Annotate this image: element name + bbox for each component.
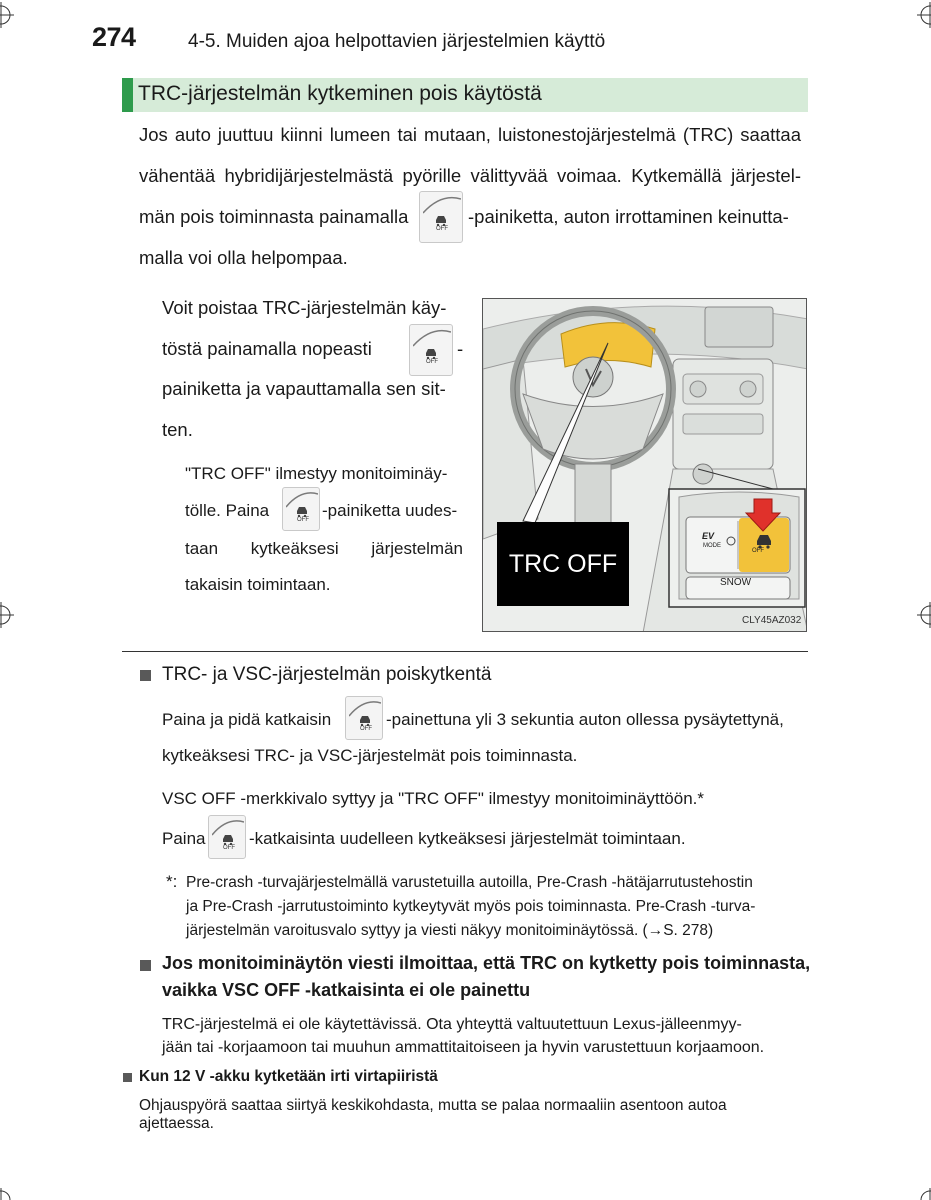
step-line-2-end: - bbox=[457, 338, 464, 359]
ev-mode-label: EV bbox=[702, 531, 715, 541]
subsection-2-heading-line-1: Jos monitoiminäytön viesti ilmoittaa, että TRC on kytketty pois toiminnasta, bbox=[162, 953, 811, 973]
subsection-3-body-line-1: Ohjauspyörä saattaa siirtyä keskikohdasta, mutta se palaa normaaliin asentoon autoa bbox=[139, 1097, 727, 1114]
footnote-line-3: järjestelmän varoitusvalo syttyy ja viesti näkyy monitoiminäytössä. (→S. 278) bbox=[186, 922, 714, 939]
trc-off-button-icon bbox=[419, 191, 463, 243]
subsection-3-body-line-2: ajettaessa. bbox=[139, 1115, 214, 1132]
running-header: 4-5. Muiden ajoa helpottavien järjestelmien käyttö bbox=[188, 31, 606, 52]
off-label: OFF bbox=[360, 726, 372, 732]
step-line-2: töstä painamalla nopeasti bbox=[162, 338, 372, 359]
trc-off-button-icon bbox=[409, 324, 453, 376]
trc-off-button-icon bbox=[208, 815, 246, 859]
page-number: 274 bbox=[92, 22, 136, 52]
off-label: OFF bbox=[436, 226, 448, 232]
subsection-2-heading-line-2: vaikka VSC OFF -katkaisinta ei ole painettu bbox=[162, 980, 531, 1000]
figure-caption: CLY45AZ032 bbox=[742, 615, 802, 626]
section-divider bbox=[122, 651, 808, 652]
trc-off-button-icon bbox=[282, 487, 320, 531]
snow-button-label: SNOW bbox=[720, 577, 752, 588]
footnote-line-1: Pre-crash -turvajärjestelmällä varustetuilla autoilla, Pre-Crash -hätäjarrutustehostin bbox=[186, 874, 753, 891]
crop-mark-left-middle bbox=[0, 600, 20, 630]
intro-line-1: Jos auto juuttuu kiinni lumeen tai mutaan, luistonestojärjestelmä (TRC) saattaa bbox=[139, 124, 801, 145]
footnote-mark: *: bbox=[166, 872, 178, 891]
note-line-3: taan kytkeäksesi järjestelmän bbox=[185, 539, 463, 558]
subsection-1-p1-start: Paina ja pidä katkaisin bbox=[162, 710, 332, 729]
crop-mark-top-right bbox=[911, 0, 931, 30]
inset-off-label: OFF bbox=[752, 548, 764, 554]
off-label: OFF bbox=[297, 517, 309, 523]
step-line-4: ten. bbox=[162, 419, 193, 440]
section-title: TRC-järjestelmän kytkeminen pois käytöstä bbox=[138, 82, 542, 105]
crop-mark-bottom-right bbox=[911, 1178, 931, 1200]
subsection-1-p3-end: -katkaisinta uudelleen kytkeäksesi järjestelmät toimintaan. bbox=[249, 829, 686, 848]
note-line-2-start: tölle. Paina bbox=[185, 501, 270, 520]
intro-line-3-end: -painiketta, auton irrottaminen keinutta- bbox=[468, 206, 789, 227]
bullet-square bbox=[123, 1073, 132, 1082]
step-line-1: Voit poistaa TRC-järjestelmän käy- bbox=[162, 297, 447, 318]
intro-line-4: malla voi olla helpompaa. bbox=[139, 247, 348, 268]
trc-off-button-icon bbox=[345, 696, 383, 740]
subsection-1-p3-start: Paina bbox=[162, 829, 206, 848]
crop-mark-bottom-left bbox=[0, 1178, 20, 1200]
crop-mark-top-left bbox=[0, 0, 20, 30]
bullet-square bbox=[140, 960, 151, 971]
subsection-1-p1-line2: kytkeäksesi TRC- ja VSC-järjestelmät pois toiminnasta. bbox=[162, 746, 578, 765]
subsection-1-p2: VSC OFF -merkkivalo syttyy ja "TRC OFF" ilmestyy monitoiminäyttöön.* bbox=[162, 789, 704, 808]
note-line-1: "TRC OFF" ilmestyy monitoiminäy- bbox=[185, 464, 448, 483]
note-line-4: takaisin toimintaan. bbox=[185, 575, 331, 594]
intro-line-2: vähentää hybridijärjestelmästä pyörille välittyvää voimaa. Kytkemällä järjestel- bbox=[139, 165, 801, 186]
subsection-2-body-line-1: TRC-järjestelmä ei ole käytettävissä. Ota yhteyttä valtuutettuun Lexus-jälleenmyy- bbox=[162, 1016, 742, 1033]
crop-mark-right-middle bbox=[911, 600, 931, 630]
note-line-2-end: -painiketta uudes- bbox=[322, 501, 458, 520]
step-line-3: painiketta ja vapauttamalla sen sit- bbox=[162, 378, 446, 399]
trc-off-display: TRC OFF bbox=[497, 522, 629, 606]
subsection-3-heading: Kun 12 V -akku kytketään irti virtapiiristä bbox=[139, 1068, 438, 1085]
subsection-1-p1-end: -painettuna yli 3 sekuntia auton ollessa pysäytettynä, bbox=[386, 710, 784, 729]
off-label: OFF bbox=[426, 359, 438, 365]
off-label: OFF bbox=[223, 845, 235, 851]
bullet-square bbox=[140, 670, 151, 681]
subsection-2-body-line-2: jään tai -korjaamoon tai muuhun ammattitaitoiseen ja hyvin varustettuun korjaamoon. bbox=[162, 1039, 765, 1056]
footnote-line-2: ja Pre-Crash -jarrutustoiminto kytkeytyvät myös pois toiminnasta. Pre-Crash -turva- bbox=[186, 898, 756, 915]
subsection-1-heading: TRC- ja VSC-järjestelmän poiskytkentä bbox=[162, 664, 492, 685]
intro-line-3-start: män pois toiminnasta painamalla bbox=[139, 206, 409, 227]
ev-mode-sublabel: MODE bbox=[703, 543, 721, 549]
